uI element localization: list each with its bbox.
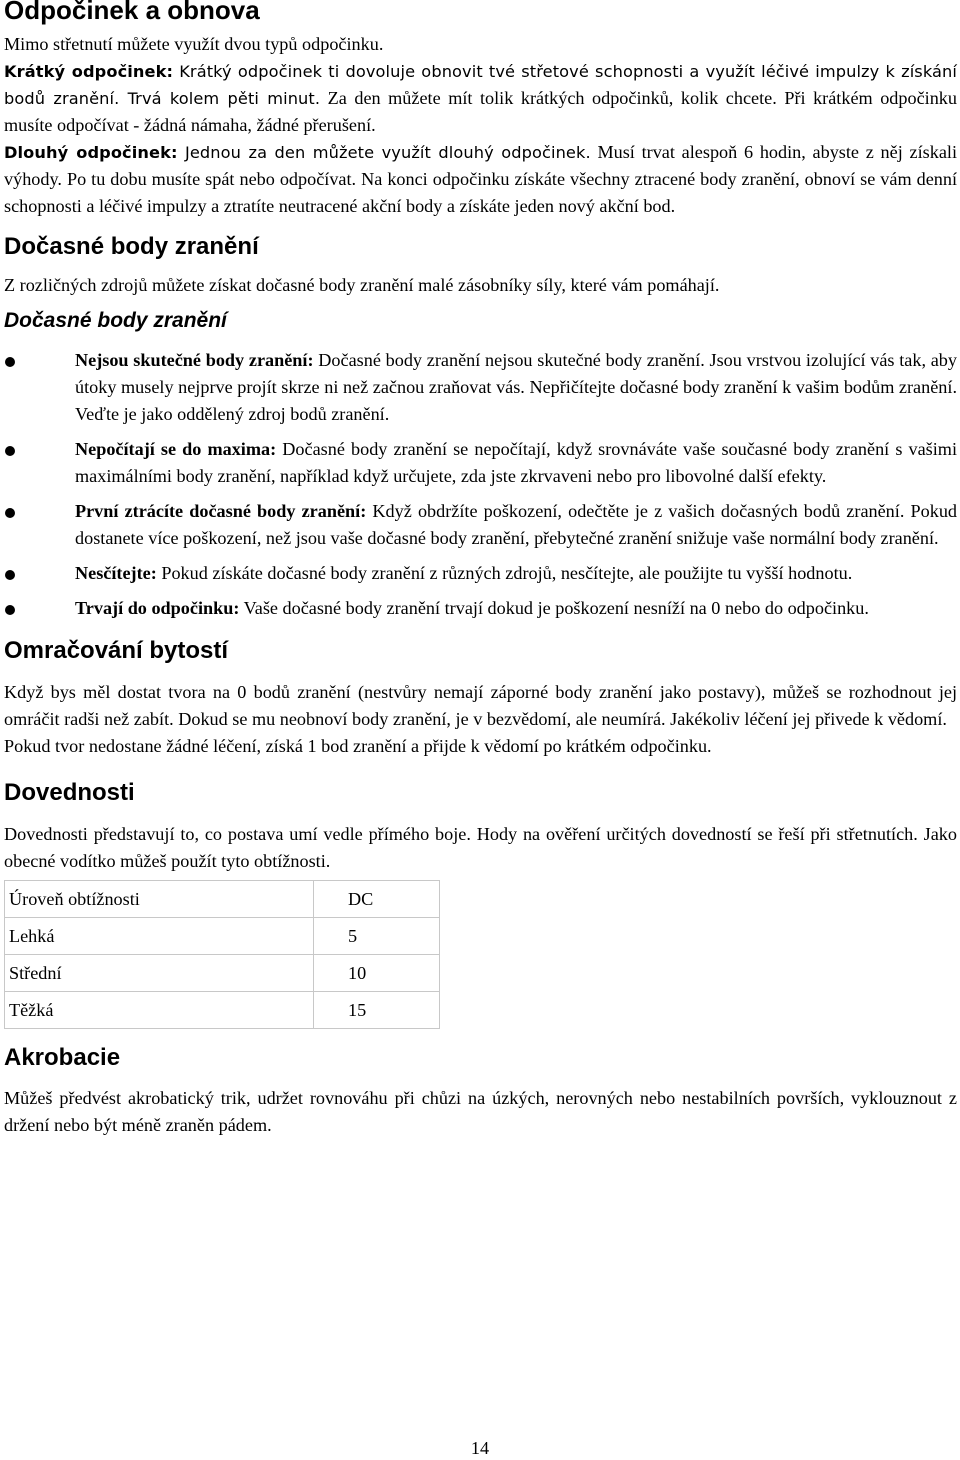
rest-intro: Mimo střetnutí můžete využít dvou typů odpočinku.	[4, 34, 384, 54]
short-rest-duration: Trvá kolem pěti minut.	[127, 89, 321, 108]
bullet-icon	[5, 357, 15, 367]
rest-section-body	[4, 31, 957, 220]
rest-heading: Odpočinek a obnova	[4, 0, 260, 25]
table-header-row	[5, 881, 440, 918]
short-rest-count: Za den můžete mít tolik krátkých odpočinků, kolik chcete.	[327, 88, 777, 108]
table-cell: 15	[314, 992, 440, 1029]
temp-hp-intro: Z rozličných zdrojů můžete získat dočasné body zranění malé zásobníky síly, které vám pomáhají.	[4, 275, 720, 295]
table-row	[5, 992, 440, 1029]
table-header-cell: Úroveň obtížnosti	[5, 881, 314, 918]
long-rest-benefit: Na konci odpočinku získáte všechny ztracené body zranění, obnoví se vám denní schopnosti a léčivé impulzy a ztratíte neutracené akční body a získáte jeden nový akční bod.	[4, 169, 958, 216]
temp-hp-subheading: Dočasné body zranění	[4, 309, 227, 332]
acrobatics-text: Můžeš předvést akrobatický trik, udržet rovnováhu při chůzi na úzkých, nerovných nebo nestabilních površích, vyklouznout z držení nebo být méně zraněn pádem.	[4, 1088, 957, 1135]
stun-heading: Omračování bytostí	[4, 637, 229, 664]
skills-heading: Dovednosti	[4, 779, 135, 806]
table-cell: 10	[314, 955, 440, 992]
list-item	[4, 498, 957, 552]
long-rest-label: Dlouhý odpočinek:	[4, 143, 178, 162]
acrobatics-heading: Akrobacie	[4, 1044, 121, 1071]
table-cell: 5	[314, 918, 440, 955]
table-row	[5, 918, 440, 955]
stun-paragraph-1: Když bys měl dostat tvora na 0 bodů zranění (nestvůry nemají záporné body zranění jako postavy), můžeš se rozhodnout jej omráčit radši než zabít. Dokud se mu neobnoví body zranění, je v bezvědomí, ale neumírá. Jakékoliv léčení jej přivede k vědomí.	[4, 682, 957, 729]
long-rest-block	[4, 143, 591, 162]
temp-hp-rules-list	[4, 347, 957, 622]
list-item	[4, 595, 957, 622]
bullet-icon	[5, 446, 15, 456]
short-rest-label: Krátký odpočinek:	[4, 62, 174, 81]
short-rest-rule: Při krátkém odpočinku musíte odpočívat - žádná námaha, žádné přerušení.	[4, 88, 957, 135]
table-cell: Střední	[5, 955, 314, 992]
rule-text: Když obdržíte poškození, odečtěte je z vašich dočasných bodů zranění. Pokud dostanete více poškození, než jsou vaše dočasné body zranění, přebytečné zranění snižuje vaše normální body zranění.	[75, 501, 958, 548]
document-page	[4, 0, 957, 1139]
rule-label: Nepočítají se do maxima:	[75, 439, 277, 459]
rule-label: Trvají do odpočinku:	[75, 598, 240, 618]
rule-text: Dočasné body zranění se nepočítají, když srovnáváte vaše současné body zranění s vašimi maximálními body zranění, například když určujete, zda jste zkrvaveni nebo pro libovolné další efekty.	[75, 439, 958, 486]
long-rest-duration: Musí trvat alespoň 6 hodin, abyste z něj získali výhody.	[4, 142, 957, 189]
rule-text: Dočasné body zranění nejsou skutečné body zranění. Jsou vrstvou izolující vás tak, aby útoky musely nejprve projít skrze ni než začnou zraňovat vás. Nepřičítejte dočasné body zranění k vašim bodům zranění. Veďte je jako oddělený zdroj bodů zranění.	[75, 350, 957, 424]
table-row	[5, 955, 440, 992]
stun-paragraph-2: Pokud tvor nedostane žádné léčení, získá 1 bod zranění a přijde k vědomí po krátkém odpočinku.	[4, 736, 712, 756]
skills-intro: Dovednosti představují to, co postava umí vedle přímého boje. Hody na ověření určitých dovedností se řeší při střetnutích. Jako obecné vodítko můžeš použít tyto obtížnosti.	[4, 824, 957, 871]
table-cell: Lehká	[5, 918, 314, 955]
list-item	[4, 436, 957, 490]
rule-text: Vaše dočasné body zranění trvají dokud je poškození nesníží na 0 nebo do odpočinku.	[243, 598, 869, 618]
page-number: 14	[470, 1438, 490, 1458]
rule-label: Nejsou skutečné body zranění:	[75, 350, 314, 370]
long-rest-text: Jednou za den můžete využít dlouhý odpočinek.	[185, 143, 591, 162]
rule-text: Pokud získáte dočasné body zranění z různých zdrojů, nesčítejte, ale použijte tu vyšší hodnotu.	[161, 563, 853, 583]
difficulty-table	[4, 880, 440, 1029]
rule-label: První ztrácíte dočasné body zranění:	[75, 501, 367, 521]
list-item	[4, 560, 957, 587]
table-cell: Těžká	[5, 992, 314, 1029]
table-header-cell: DC	[314, 881, 440, 918]
bullet-icon	[5, 570, 15, 580]
list-item	[4, 347, 957, 428]
temp-hp-heading: Dočasné body zranění	[4, 233, 259, 260]
short-rest-text: Krátký odpočinek ti dovoluje obnovit tvé střetové schopnosti a využít léčivé impulzy k získání bodů zranění.	[4, 62, 957, 108]
long-rest-rule: Po tu dobu musíte spát nebo odpočívat.	[66, 169, 357, 189]
rule-label: Nesčítejte:	[75, 563, 157, 583]
bullet-icon	[5, 605, 15, 615]
bullet-icon	[5, 508, 15, 518]
